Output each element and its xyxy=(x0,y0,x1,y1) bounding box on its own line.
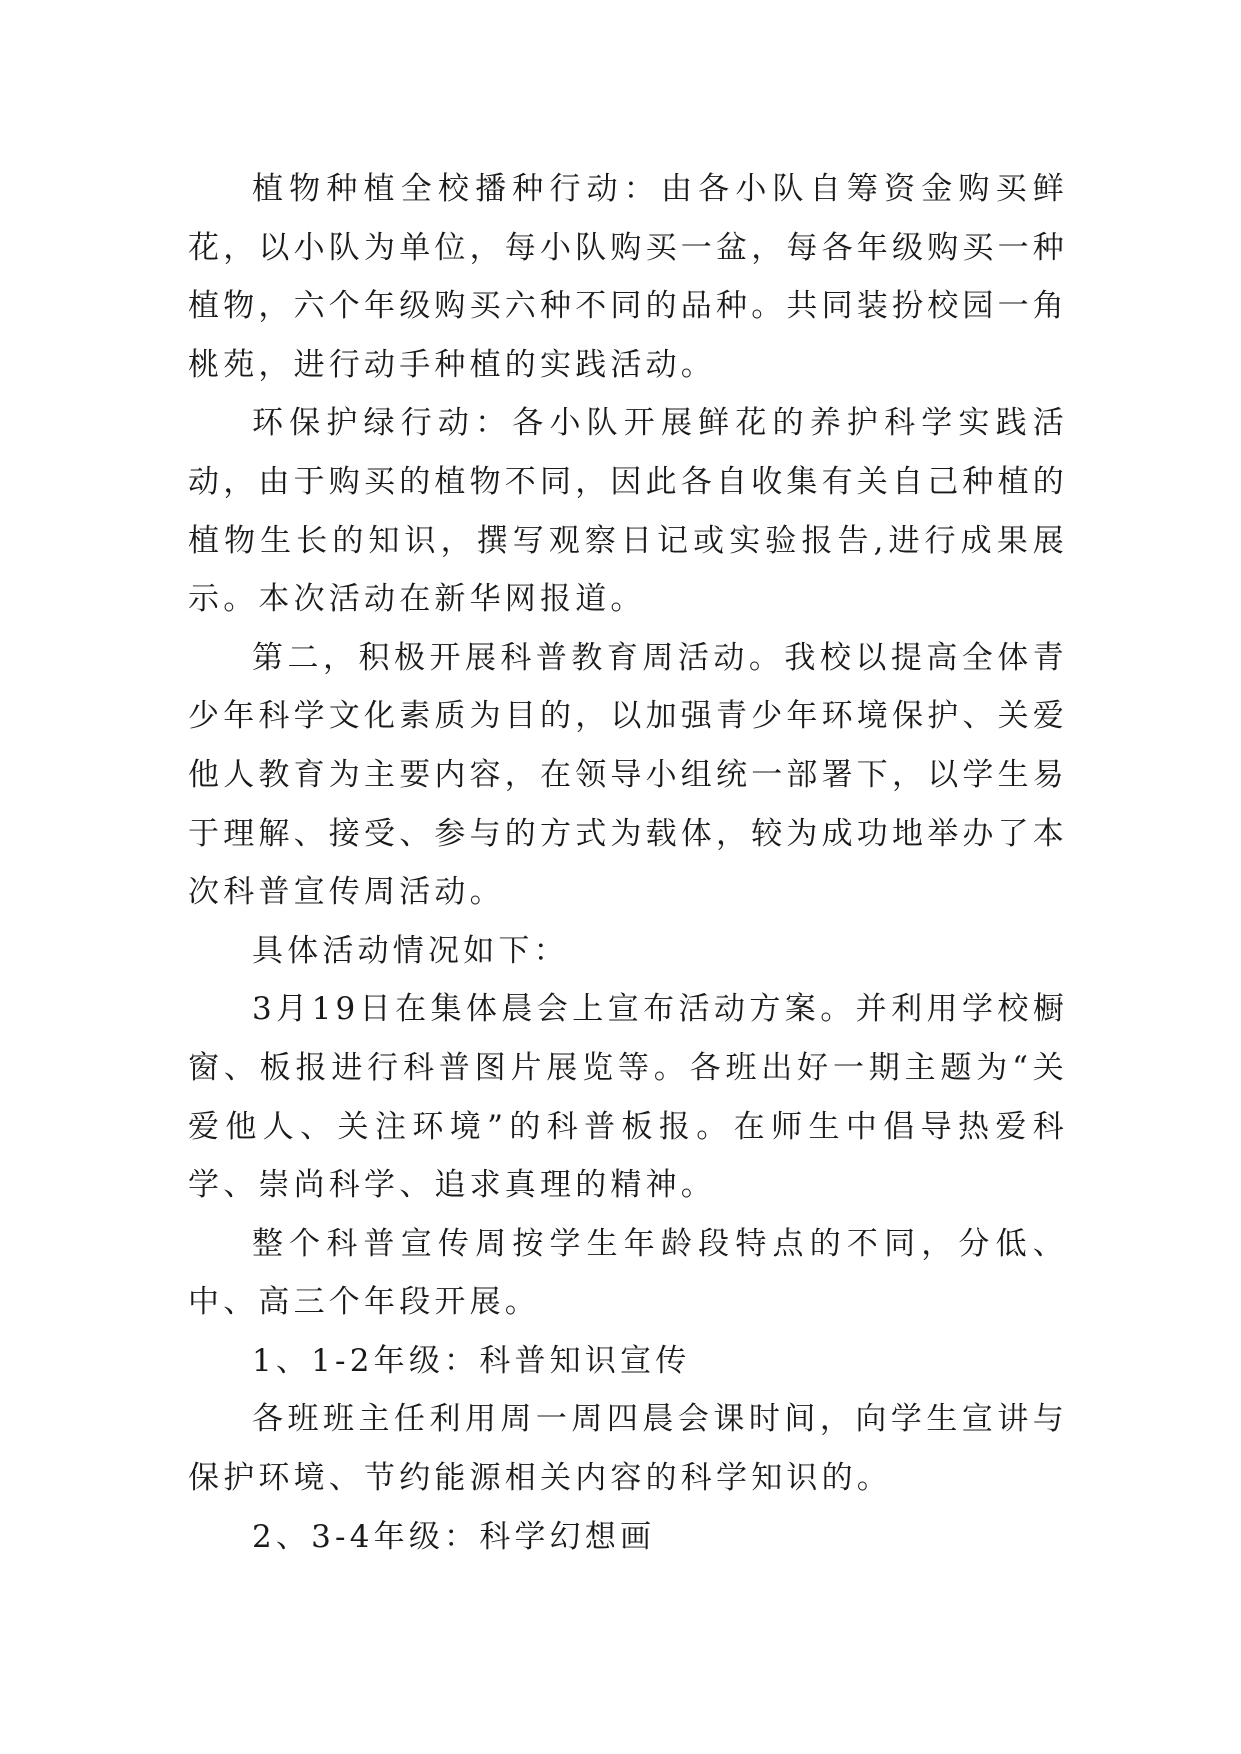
paragraph-grade-levels: 整个科普宣传周按学生年龄段特点的不同，分低、中、高三个年段开展。 xyxy=(188,1225,1068,1321)
heading-grade-1-2: 1、1-2年级：科普知识宣传 xyxy=(252,1342,691,1379)
paragraph-grade-1-2: 各班班主任利用周一周四晨会课时间，向学生宣讲与保护环境、节约能源相关内容的科学知识的。 xyxy=(188,1401,1068,1497)
paragraph-march-19: 3月19日在集体晨会上宣布活动方案。并利用学校橱窗、板报进行科普图片展览等。各班出好一期主题为“关爱他人、关注环境”的科普板报。在师生中倡导热爱科学、崇尚科学、追求真理的精神。 xyxy=(188,991,1068,1204)
paragraph-science-week: 第二，积极开展科普教育周活动。我校以提高全体青少年科学文化素质为目的，以加强青少年环境保护、关爱他人教育为主要内容，在领导小组统一部署下，以学生易于理解、接受、参与的方式为载体，较为成功地举办了本次科普宣传周活动。 xyxy=(188,639,1068,911)
paragraph-activity-intro: 具体活动情况如下： xyxy=(252,932,569,969)
paragraph-green-action: 环保护绿行动：各小队开展鲜花的养护科学实践活动，由于购买的植物不同，因此各自收集有关自己种植的植物生长的知识，撰写观察日记或实验报告,进行成果展示。本次活动在新华网报道。 xyxy=(188,405,1068,618)
heading-grade-3-4: 2、3-4年级：科学幻想画 xyxy=(252,1518,656,1555)
document-body xyxy=(188,160,1068,1566)
paragraph-planting-action: 植物种植全校播种行动：由各小队自筹资金购买鲜花，以小队为单位，每小队购买一盆，每各年级购买一种植物，六个年级购买六种不同的品种。共同装扮校园一角桃苑，进行动手种植的实践活动。 xyxy=(188,171,1068,383)
